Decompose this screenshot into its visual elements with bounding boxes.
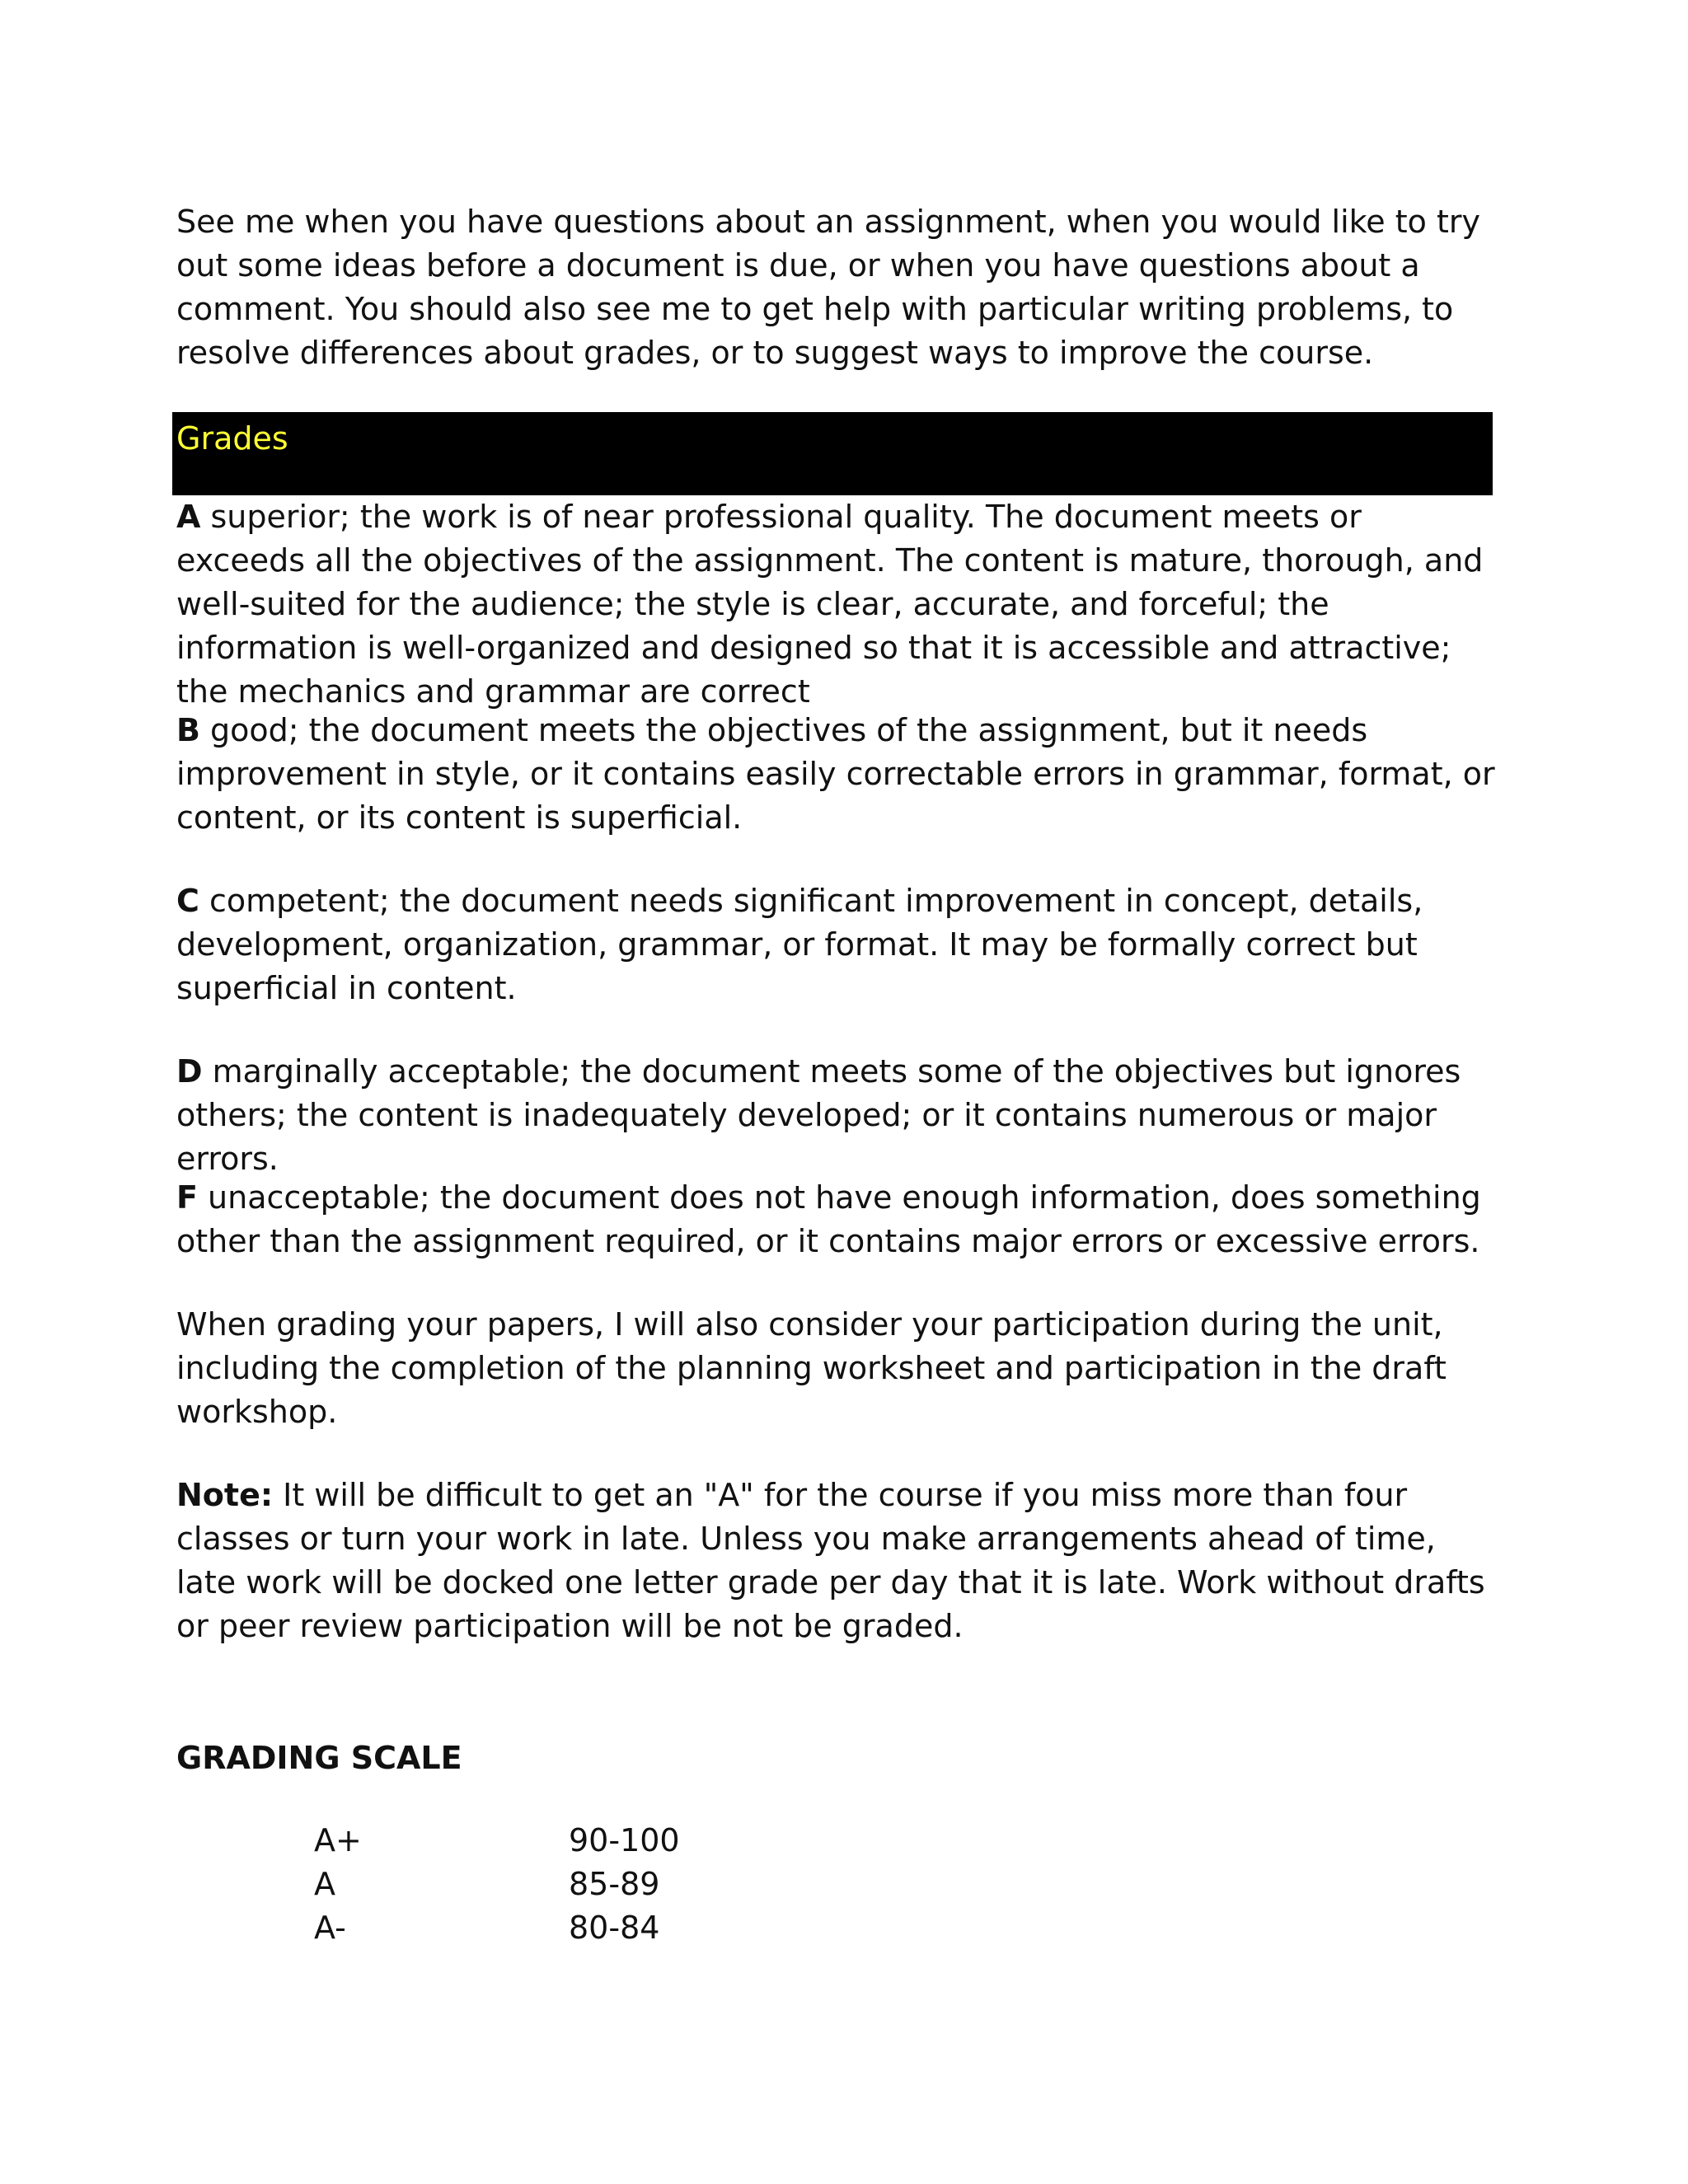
grade-description: superior; the work is of near professional quality. The document meets or exceeds all the objectives of the assignment. The content is mature, thorough, and well-suited for the audience; the style is clear, accurate, and forceful; the information is well-organized and designed so that it is accessible and attractive; the mechanics and grammar are correct bbox=[176, 499, 1484, 710]
scale-grade: A+ bbox=[314, 1822, 362, 1858]
scale-range: 80-84 bbox=[569, 1910, 660, 1946]
grade-f-paragraph bbox=[176, 1176, 1495, 1263]
grading-scale-row bbox=[314, 1863, 809, 1906]
grade-letter: B bbox=[176, 712, 200, 748]
intro-paragraph: See me when you have questions about an assignment, when you would like to try out some ideas before a document is due, or when you have questions about a comment. You should also see me to get help with particular writing problems, to resolve differences about grades, or to suggest ways to improve the course. bbox=[176, 204, 1480, 371]
note-label: Note: bbox=[176, 1477, 274, 1513]
scale-grade: A bbox=[314, 1866, 335, 1902]
grade-description: competent; the document needs significant improvement in concept, details, development, organization, grammar, or format. It may be formally correct but superficial in content. bbox=[176, 883, 1423, 1006]
grade-letter: C bbox=[176, 883, 199, 919]
grade-d-paragraph bbox=[176, 1050, 1495, 1181]
grade-b-paragraph bbox=[176, 709, 1495, 840]
grading-scale-row bbox=[314, 1819, 809, 1863]
grade-description: good; the document meets the objectives of the assignment, but it needs improvement in style, or it contains easily correctable errors in grammar, format, or content, or its content is superficial. bbox=[176, 712, 1495, 836]
note-paragraph bbox=[176, 1474, 1495, 1648]
scale-grade: A- bbox=[314, 1910, 346, 1946]
scale-range: 85-89 bbox=[569, 1866, 660, 1902]
grading-scale-heading: GRADING SCALE bbox=[176, 1740, 462, 1776]
grading-scale-row bbox=[314, 1906, 809, 1950]
grade-a-paragraph bbox=[176, 495, 1495, 714]
grade-letter: A bbox=[176, 499, 201, 535]
grade-c-paragraph bbox=[176, 879, 1495, 1010]
grade-letter: F bbox=[176, 1179, 198, 1216]
grade-letter: D bbox=[176, 1053, 203, 1090]
participation-paragraph: When grading your papers, I will also consider your participation during the unit, including the completion of the planning worksheet and participation in the draft workshop. bbox=[176, 1306, 1447, 1430]
scale-range: 90-100 bbox=[569, 1822, 680, 1858]
note-text: It will be difficult to get an "A" for the course if you miss more than four classes or turn your work in late. Unless you make arrangements ahead of time, late work will be docked one letter grade per day that it is late. Work without drafts or peer review participation will be not be graded. bbox=[176, 1477, 1485, 1644]
grades-section-title: Grades bbox=[176, 420, 288, 457]
grade-description: marginally acceptable; the document meets some of the objectives but ignores others; the content is inadequately developed; or it contains numerous or major errors. bbox=[176, 1053, 1461, 1177]
grades-section-bar bbox=[172, 412, 1493, 495]
grade-description: unacceptable; the document does not have enough information, does something other than the assignment required, or it contains major errors or excessive errors. bbox=[176, 1179, 1481, 1259]
